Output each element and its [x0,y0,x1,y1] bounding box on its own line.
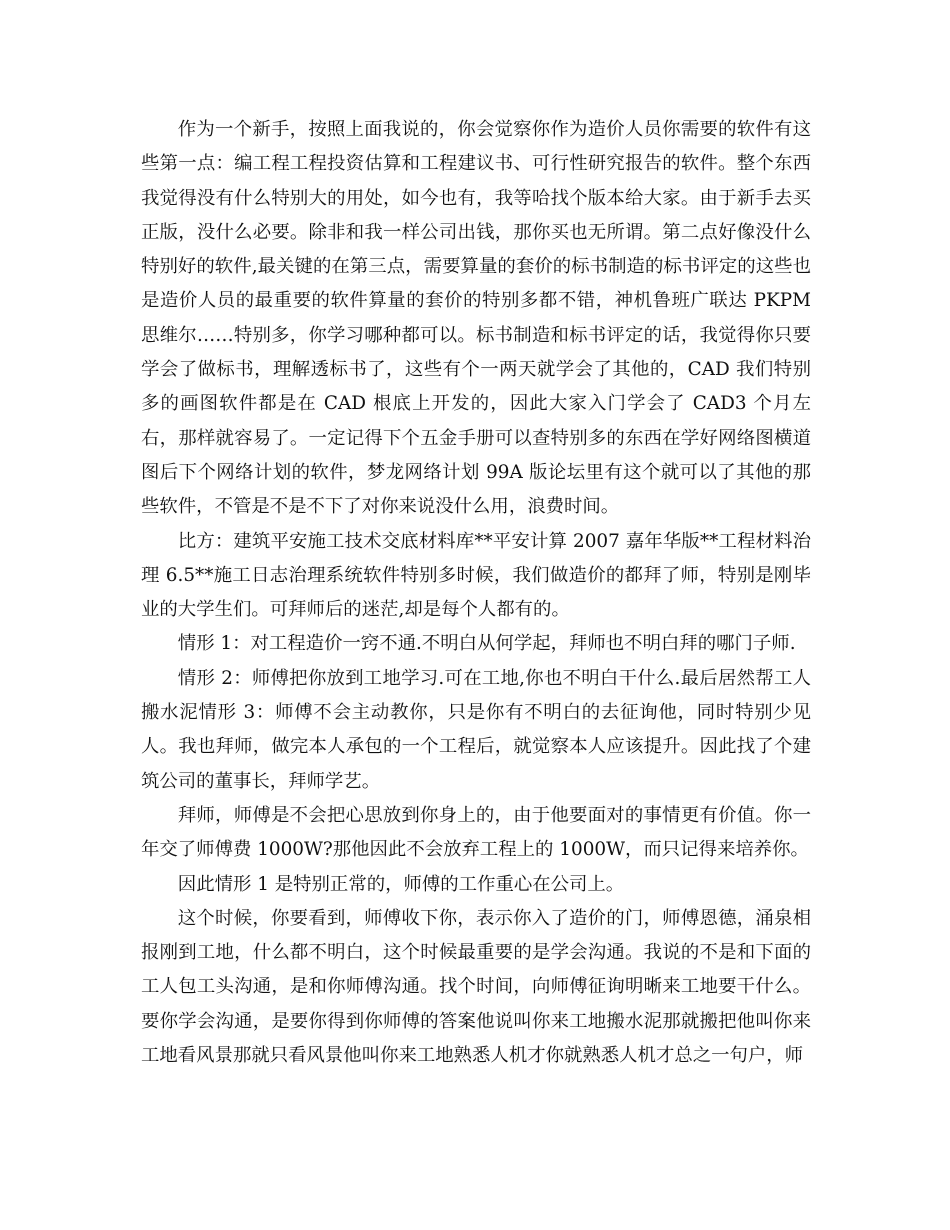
paragraph-communication: 这个时候，你要看到，师傅收下你，表示你入了造价的门，师傅恩德，涌泉相报刚到工地，什么都不明白，这个时候最重要的是学会沟通。我说的不是和下面的工人包工头沟通，是和你师傅沟通。找个时间，向师傅征询明晰来工地要干什么。要你学会沟通，是要你得到你师傅的答案他说叫你来工地搬水泥那就搬把他叫你来工地看风景那就只看风景他叫你来工地熟悉人机才你就熟悉人机才总之一句户，师 [141,907,811,1067]
paragraph-software-intro: 作为一个新手，按照上面我说的，你会觉察你作为造价人员你需要的软件有这些第一点：编工程工程投资估算和工程建议书、可行性研究报告的软件。整个东西我觉得没有什么特别大的用处，如今也有，我等哈找个版本给大家。由于新手去买正版，没什么必要。除非和我一样公司出钱，那你买也无所谓。第二点好像没什么特别好的软件,最关键的在第三点，需要算量的套价的标书制造的标书评定的这些也是造价人员的最重要的软件算量的套价的特别多都不错，神机鲁班广联达 PKPM 思维尔……特别多，你学习哪种都可以。标书制造和标书评定的话，我觉得你只要学会了做标书，理解透标书了，这些有个一两天就学会了其他的，CAD 我们特别多的画图软件都是在 CAD 根底上开发的，因此大家入门学会了 CAD3 个月左右，那样就容易了。一定记得下个五金手册可以查特别多的东西在学好网络图横道图后下个网络计划的软件，梦龙网络计划 99A 版论坛里有这个就可以了其他的那些软件，不管是不是不下了对你来说没什么用，浪费时间。 [141,119,811,518]
document-body [141,113,811,1073]
paragraph-situation-1: 情形 1：对工程造价一窍不通.不明白从何学起，拜师也不明白拜的哪门子师. [177,633,796,655]
paragraph-master-focus: 拜师，师傅是不会把心思放到你身上的，由于他要面对的事情更有价值。你一年交了师傅费 1000W?那他因此不会放弃工程上的 1000W，而只记得来培养你。 [141,804,811,861]
paragraph-situation-1-normal: 因此情形 1 是特别正常的，师傅的工作重心在公司上。 [177,873,625,895]
paragraph-apprenticeship-intro: 比方：建筑平安施工技术交底材料库**平安计算 2007 嘉年华版**工程材料治理 6.5**施工日志治理系统软件特别多时候，我们做造价的都拜了师，特别是刚毕业的大学生们。可拜师后的迷茫,却是每个人都有的。 [141,530,811,621]
paragraph-situation-2-3: 情形 2：师傅把你放到工地学习.可在工地,你也不明白干什么.最后居然帮工人搬水泥情形 3：师傅不会主动教你，只是你有不明白的去征询他，同时特别少见人。我也拜师，做完本人承包的一个工程后，就觉察本人应该提升。因此找了个建筑公司的董事长，拜师学艺。 [141,667,811,792]
